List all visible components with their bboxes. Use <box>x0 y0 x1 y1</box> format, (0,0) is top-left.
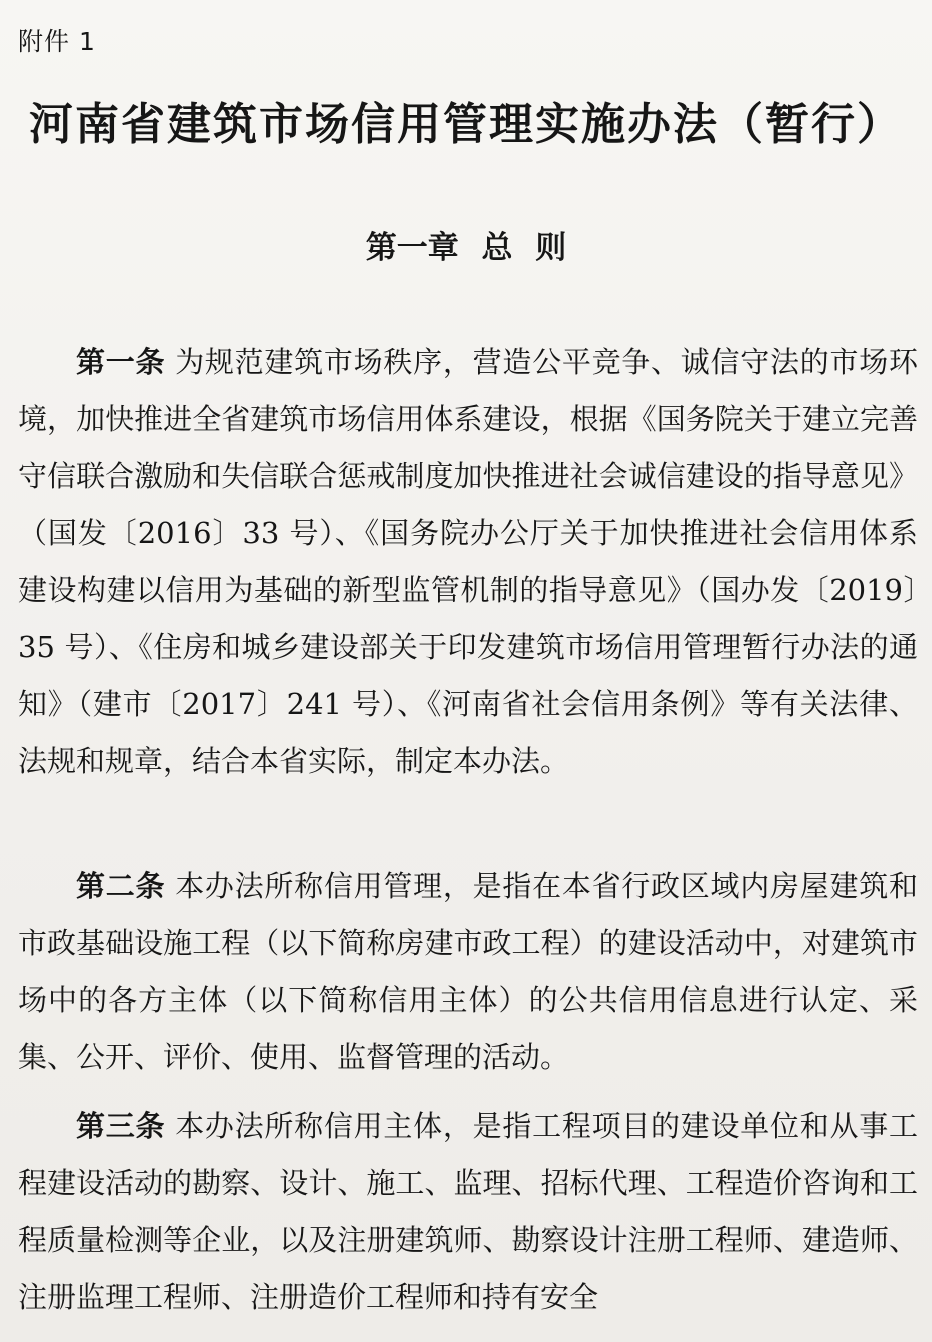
article-number: 第三条 <box>76 1109 166 1143</box>
article-paragraph <box>18 1098 918 1326</box>
chapter-heading: 第一章 总 则 <box>365 230 567 266</box>
article-paragraph <box>18 334 918 790</box>
article-paragraph <box>18 858 918 1086</box>
article-number: 第二条 <box>76 869 166 903</box>
attachment-label: 附件 1 <box>18 27 96 56</box>
article-number: 第一条 <box>76 345 166 379</box>
article-text: 本办法所称信用管理，是指在本省行政区域内房屋建筑和市政基础设施工程（以下简称房建市政工程）的建设活动中，对建筑市场中的各方主体（以下简称信用主体）的公共信用信息进行认定、采集、公开、评价、使用、监督管理的活动。 <box>18 869 918 1074</box>
document-title: 河南省建筑市场信用管理实施办法（暂行） <box>29 99 903 150</box>
article-text: 为规范建筑市场秩序，营造公平竞争、诚信守法的市场环境，加快推进全省建筑市场信用体系建设，根据《国务院关于建立完善守信联合激励和失信联合惩戒制度加快推进社会诚信建设的指导意见》（国发〔2016〕33 号）、《国务院办公厅关于加快推进社会信用体系建设构建以信用为基础的新型监管机制的指导意见》（国办发〔2019〕35 号）、《住房和城乡建设部关于印发建筑市场信用管理暂行办法的通知》（建市〔2017〕241 号）、《河南省社会信用条例》等有关法律、法规和规章，结合本省实际，制定本办法。 <box>18 345 918 778</box>
article-text: 本办法所称信用主体，是指工程项目的建设单位和从事工程建设活动的勘察、设计、施工、监理、招标代理、工程造价咨询和工程质量检测等企业，以及注册建筑师、勘察设计注册工程师、建造师、注册监理工程师、注册造价工程师和持有安全 <box>18 1109 918 1314</box>
